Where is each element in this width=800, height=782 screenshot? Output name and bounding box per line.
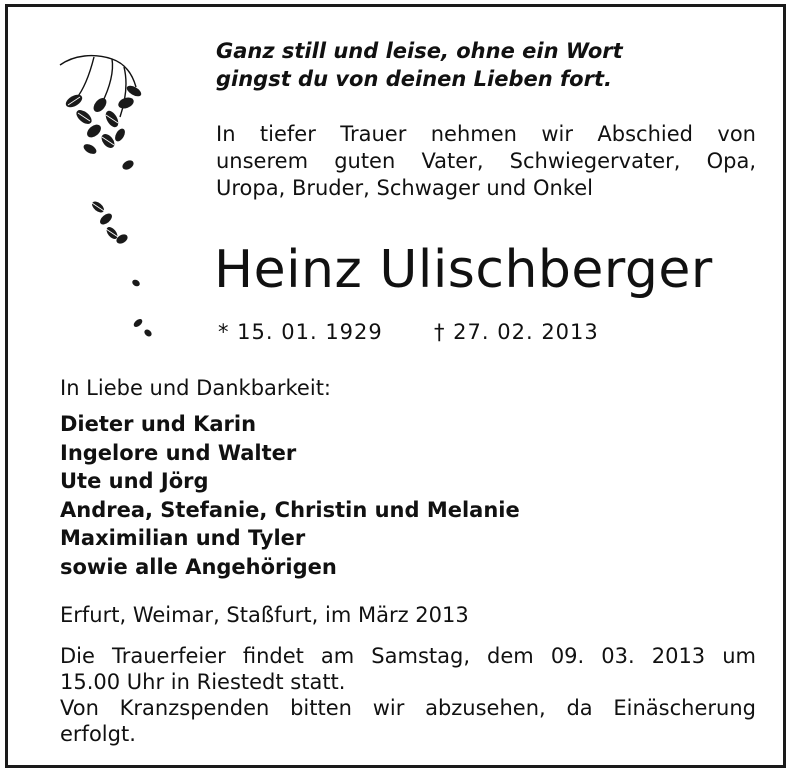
obituary-frame	[5, 4, 786, 768]
mourner-entry: Ingelore und Walter	[60, 440, 297, 465]
mourner-entry: Andrea, Stefanie, Christin und Melanie	[60, 497, 520, 522]
place-date: Erfurt, Weimar, Staßfurt, im März 2013	[60, 603, 469, 627]
birth-date: * 15. 01. 1929	[218, 320, 383, 344]
life-dates	[218, 317, 638, 347]
mourner-entry: Ute und Jörg	[60, 469, 209, 494]
mourner-entry: Dieter und Karin	[60, 412, 257, 436]
notice-line: Von Kranzspenden bitten wir abzusehen, da Einäscherung	[60, 696, 756, 720]
intro-line: unserem guten Vater, Schwiegervater, Opa,	[216, 149, 756, 173]
notice-line: erfolgt.	[60, 722, 136, 746]
poem-line: gingst du von deinen Lieben fort.	[216, 67, 612, 91]
falling-leaves-icon	[54, 47, 164, 347]
intro-line: Uropa, Bruder, Schwager und Onkel	[216, 176, 593, 200]
deceased-name: Heinz Ulischberger	[214, 240, 713, 300]
intro-text	[216, 121, 756, 202]
notice-line: 15.00 Uhr in Riestedt statt.	[60, 670, 346, 694]
poem	[216, 37, 776, 93]
thanks-heading: In Liebe und Dankbarkeit:	[60, 376, 332, 400]
mourner-entry: sowie alle Angehörigen	[60, 554, 337, 579]
poem-line: Ganz still und leise, ohne ein Wort	[216, 39, 623, 63]
death-date: † 27. 02. 2013	[434, 320, 599, 344]
funeral-notice	[60, 643, 756, 747]
mourners-list	[60, 410, 520, 582]
intro-line: In tiefer Trauer nehmen wir Abschied von	[216, 122, 756, 146]
notice-line: Die Trauerfeier findet am Samstag, dem 09. 03. 2013 um	[60, 644, 756, 668]
mourner-entry: Maximilian und Tyler	[60, 526, 306, 551]
